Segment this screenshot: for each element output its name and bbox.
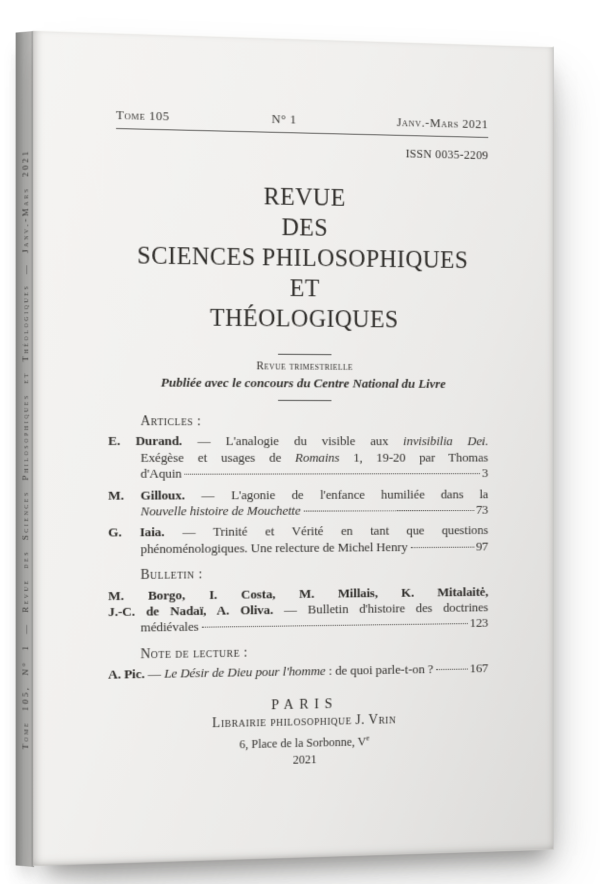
toc-text-segment: M. Gilloux. [108, 487, 185, 503]
toc-text-segment: Exégèse et usages de [140, 449, 296, 465]
journal-title [116, 179, 488, 336]
toc-entry-text [141, 619, 199, 636]
toc-entry-line [108, 486, 488, 503]
toc-text-segment: J.-C. de Nadaï, A. Oliva. [108, 602, 274, 620]
toc-entry [108, 486, 488, 520]
toc-entry-leader-line [108, 539, 488, 558]
cover-content [33, 31, 553, 865]
periodicity-label: Revue trimestrielle [256, 360, 353, 373]
toc-text-segment: — [144, 666, 165, 682]
toc-text-segment: invisibilia Dei. [403, 433, 489, 449]
toc-entry-text [141, 503, 301, 520]
leader-dots [410, 546, 474, 547]
imprint-city: PARIS [271, 695, 339, 713]
toc-entry-text [108, 662, 433, 684]
title-line: THÉOLOGIQUES [209, 304, 399, 334]
toc-entry-line [108, 523, 488, 542]
issue-number-label: N° 1 [271, 111, 297, 127]
tome-label: Tome 105 [116, 107, 170, 124]
toc-section [108, 642, 488, 683]
toc-text-segment: médiévales [140, 619, 199, 635]
toc-text-segment: 1, 19-20 par Thomas [339, 449, 489, 465]
toc-text-segment: A. Pic. [108, 666, 145, 682]
title-line: DES [281, 214, 329, 242]
toc-entry-leader-line [108, 466, 488, 483]
toc-section-heading: Articles : [140, 414, 202, 430]
toc-entry-text [141, 466, 182, 482]
toc-text-segment: Romains [295, 449, 340, 465]
ornament-rule-top [278, 354, 331, 355]
ornament-rule-bottom [278, 400, 331, 401]
book-front-cover [33, 30, 554, 866]
page-number: 123 [469, 615, 489, 631]
page-number: 73 [475, 502, 489, 517]
spine-title-text: Tome 105, N° 1 — Revue des Sciences Philosophiques et Théologiques — Janv.-Mars 2021 [19, 148, 30, 750]
toc-entry [108, 661, 488, 684]
issn-label: ISSN 0035-2209 [405, 146, 489, 163]
toc-entry [108, 433, 488, 482]
toc-text-segment: phénoménologiques. Une relecture de Michel Henry [140, 539, 408, 556]
page-number: 3 [482, 465, 489, 481]
page-number: 167 [469, 660, 489, 676]
subtitle-block [116, 353, 488, 402]
toc-section [108, 565, 488, 637]
toc-text-segment: — L'agonie de l'enfance humiliée dans la [184, 486, 489, 503]
imprint-address-text: 6, Place de la Sorbonne, V [239, 734, 367, 752]
toc-section-heading: Note de lecture : [140, 645, 249, 663]
toc-entry-text [141, 539, 408, 557]
title-line: REVUE [263, 183, 346, 212]
toc-text-segment: M. Borgo, I. Costa, M. Millais, K. Mitalaitė, [108, 583, 489, 603]
toc-entry-leader-line [108, 502, 488, 520]
toc-text-segment: — L'analogie du visible aux [182, 433, 404, 449]
imprint-year: 2021 [292, 752, 317, 767]
page-number: 97 [475, 538, 489, 554]
toc-section [108, 414, 488, 557]
toc-text-segment: — Bulletin d'histoire des doctrines [273, 599, 489, 617]
toc-text-segment: : de quoi parle-t-on ? [325, 661, 434, 679]
leader-dots [436, 669, 468, 671]
issue-date-label: Janv.-Mars 2021 [396, 114, 489, 132]
leader-dots [303, 510, 474, 512]
toc-text-segment: E. Durand. [108, 433, 183, 449]
toc-entry [108, 584, 488, 637]
toc-entry-leader-line [108, 661, 488, 684]
toc-entry-line [108, 450, 488, 466]
leader-dots [202, 624, 468, 629]
toc [108, 414, 488, 683]
toc-entry [108, 523, 488, 558]
imprint-address-superscript: e [366, 733, 370, 743]
imprint-block [116, 694, 488, 773]
toc-entry-line [108, 433, 488, 449]
title-line: ET [289, 275, 320, 303]
toc-text-segment: G. Iaia. [108, 524, 165, 540]
toc-text-segment: d'Aquin [140, 466, 182, 481]
toc-text-segment: Le Désir de Dieu pour l'homme [164, 663, 326, 681]
toc-text-segment: Nouvelle histoire de Mouchette [140, 502, 301, 519]
sponsor-note: Publiée avec le concours du Centre National du Livre [160, 374, 446, 391]
toc-text-segment: — Trinité et Vérité en tant que questions [164, 522, 489, 540]
leader-dots [185, 473, 481, 475]
imprint-publisher: Librairie philosophique J. Vrin [212, 712, 397, 732]
title-line: SCIENCES PHILOSOPHIQUES [137, 242, 469, 274]
book-spine [16, 31, 34, 867]
toc-section-heading: Bulletin : [140, 567, 203, 584]
